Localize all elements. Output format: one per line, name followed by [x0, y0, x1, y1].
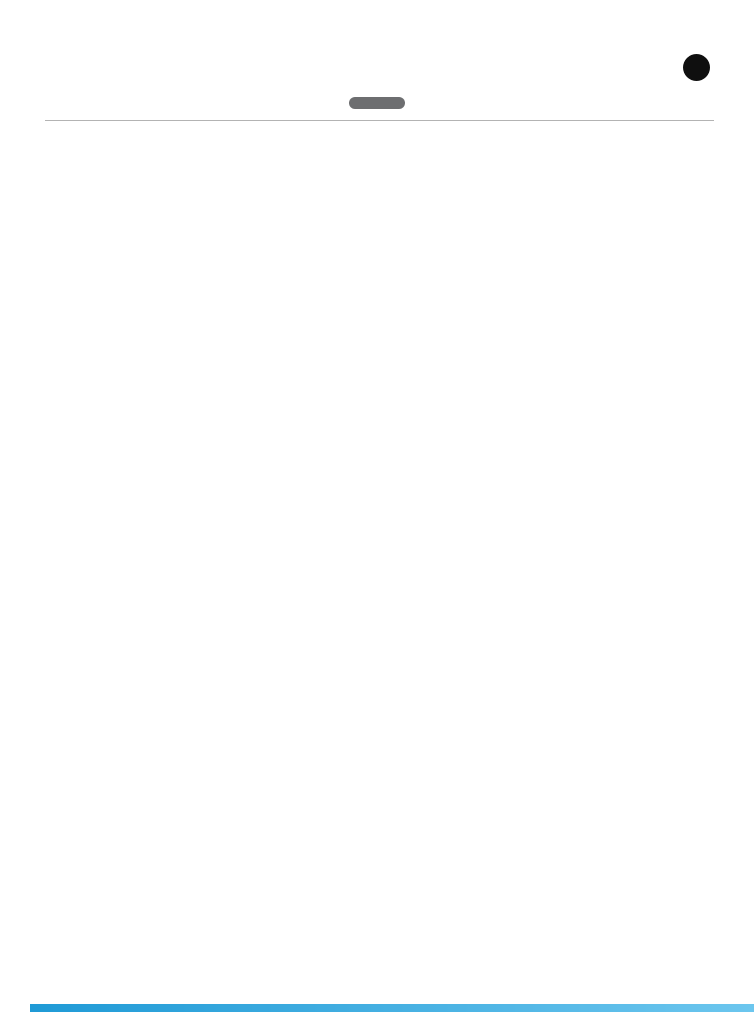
exercise-badge — [349, 97, 405, 109]
page-number-badge — [683, 54, 710, 81]
exercise-header — [0, 97, 754, 143]
exercise-content — [46, 157, 716, 163]
divider-line — [45, 120, 714, 121]
page-header — [673, 54, 710, 81]
footer-accent-bar — [30, 1004, 754, 1012]
